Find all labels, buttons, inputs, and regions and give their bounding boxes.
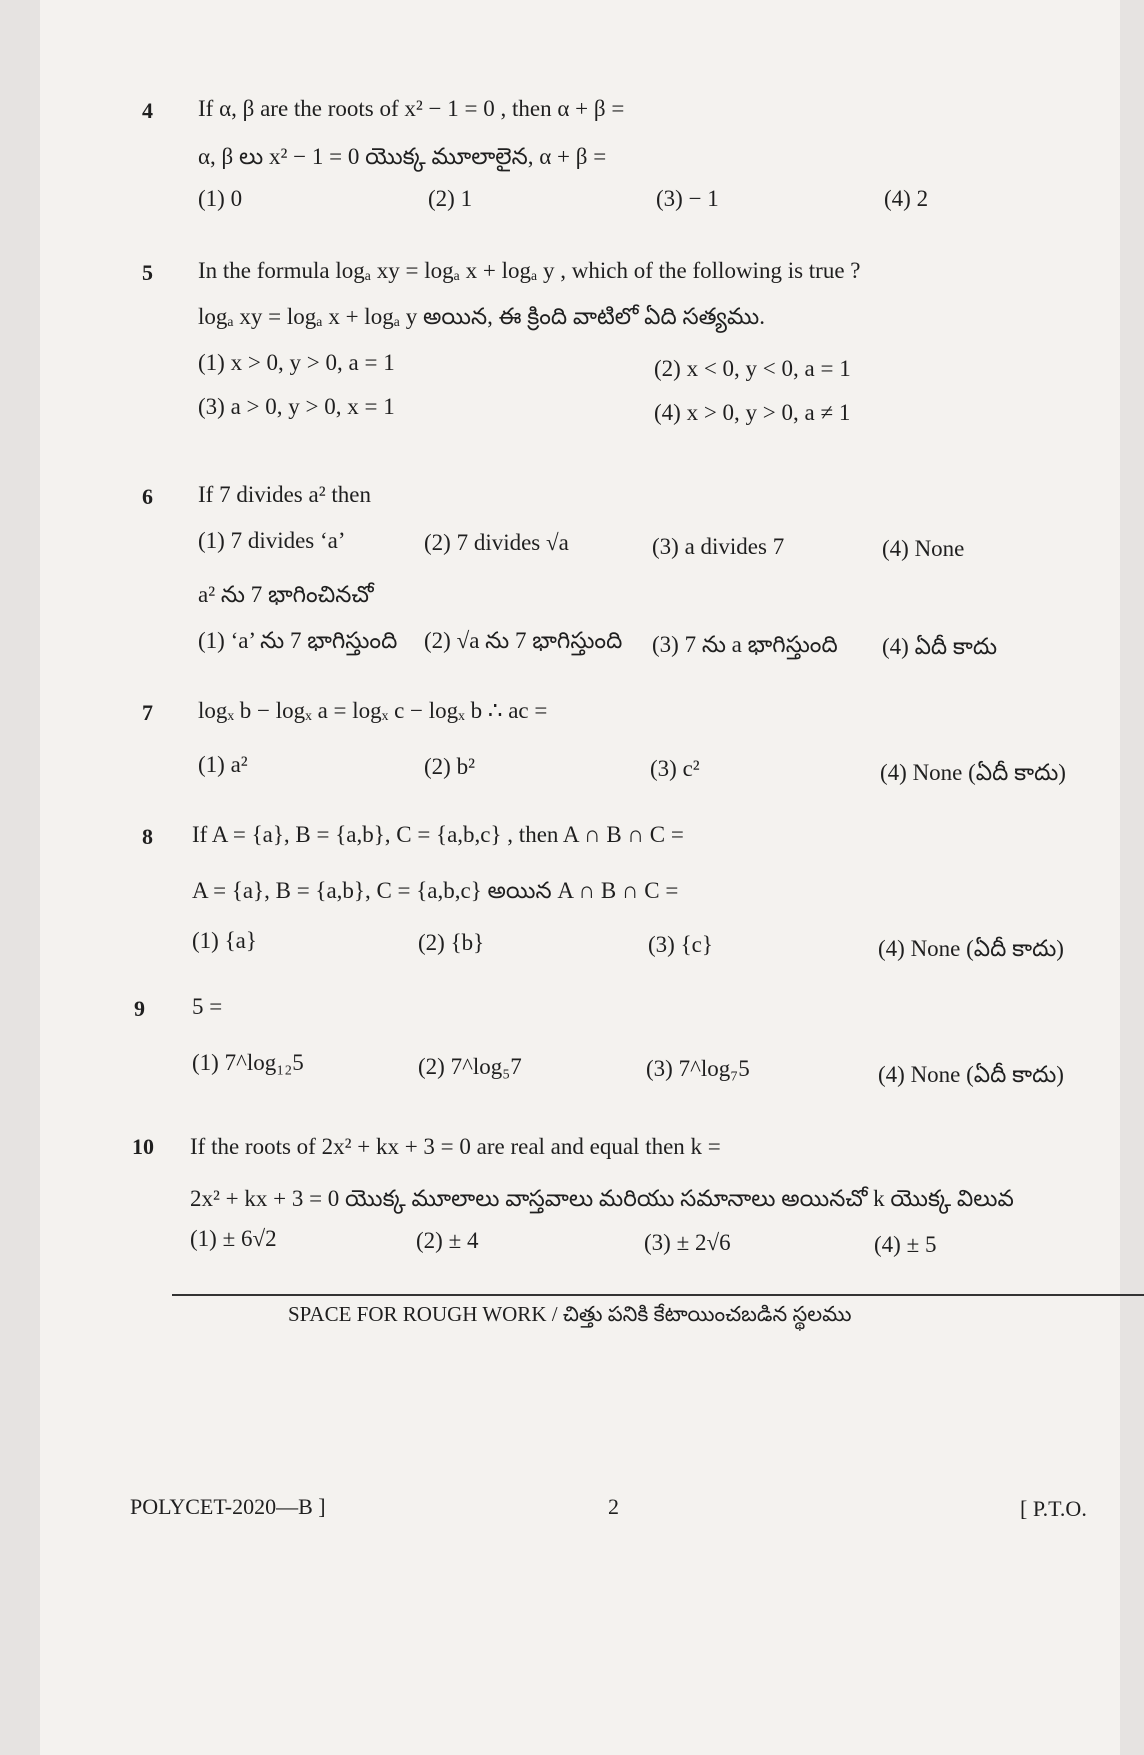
option: (1) ‘a’ ను 7 భాగిస్తుంది [198, 628, 398, 653]
question-number: 10 [132, 1134, 154, 1159]
question-number: 8 [142, 824, 153, 849]
option: (1) a² [198, 752, 248, 777]
option: (1) 7^log₁₂5 [192, 1050, 304, 1075]
option: (1) {a} [192, 928, 257, 953]
question-text-en: If 7 divides a² then [198, 482, 371, 507]
option: (3) 7^log₇5 [646, 1056, 750, 1081]
question-text-en: In the formula logₐ xy = logₐ x + logₐ y , which of the following is true ? [198, 258, 861, 283]
question-number: 4 [142, 98, 153, 123]
page-number: 2 [608, 1494, 619, 1519]
question-text-te: α, β లు x² − 1 = 0 యొక్క మూలాలైన, α + β = [198, 144, 607, 169]
option: (2) b² [424, 754, 475, 779]
option: (4) ± 5 [874, 1232, 937, 1257]
option: (4) None [882, 536, 965, 561]
pto-label: [ P.T.O. [1020, 1496, 1087, 1521]
option: (1) 0 [198, 186, 243, 211]
question-text-en: 5 = [192, 994, 223, 1019]
question-text-te: A = {a}, B = {a,b}, C = {a,b,c} అయిన A ∩ B ∩ C = [192, 878, 679, 903]
option: (3) c² [650, 756, 700, 781]
option: (2) √a ను 7 భాగిస్తుంది [424, 628, 623, 653]
question-text-te: 2x² + kx + 3 = 0 యొక్క మూలాలు వాస్తవాలు మరియు సమానాలు అయినచో k యొక్క విలువ [190, 1186, 1014, 1211]
option: (4) None (ఏదీ కాదు) [878, 1062, 1064, 1087]
rough-work-label: SPACE FOR ROUGH WORK / చిత్తు పనికి కేటాయించబడిన స్థలము [288, 1302, 852, 1326]
option: (2) ± 4 [416, 1228, 479, 1253]
option: (2) 7^log₅7 [418, 1054, 522, 1079]
question-text-te: logₐ xy = logₐ x + logₐ y అయిన, ఈ క్రింది వాటిలో ఏది సత్యము. [198, 304, 765, 329]
option: (4) x > 0, y > 0, a ≠ 1 [654, 400, 851, 425]
rough-work-divider [172, 1294, 1144, 1296]
option: (3) − 1 [656, 186, 719, 211]
option: (3) 7 ను a భాగిస్తుంది [652, 632, 838, 657]
option: (4) 2 [884, 186, 929, 211]
option: (2) {b} [418, 930, 485, 955]
option: (1) 7 divides ‘a’ [198, 528, 346, 553]
paper-code: POLYCET-2020—B ] [130, 1494, 326, 1519]
option: (1) ± 6√2 [190, 1226, 277, 1251]
question-number: 7 [142, 700, 153, 725]
option: (2) x < 0, y < 0, a = 1 [654, 356, 851, 381]
option: (3) a > 0, y > 0, x = 1 [198, 394, 395, 419]
option: (3) {c} [648, 932, 713, 957]
exam-page [40, 0, 1120, 1755]
question-text-te: a² ను 7 భాగించినచో [198, 582, 374, 607]
option: (4) None (ఏదీ కాదు) [880, 760, 1066, 785]
question-number: 5 [142, 260, 153, 285]
question-text-en: If the roots of 2x² + kx + 3 = 0 are real and equal then k = [190, 1134, 721, 1159]
option: (3) a divides 7 [652, 534, 785, 559]
question-text-en: If A = {a}, B = {a,b}, C = {a,b,c} , then A ∩ B ∩ C = [192, 822, 684, 847]
option: (2) 1 [428, 186, 473, 211]
option: (4) ఏదీ కాదు [882, 634, 998, 659]
option: (1) x > 0, y > 0, a = 1 [198, 350, 395, 375]
question-number: 6 [142, 484, 153, 509]
option: (4) None (ఏదీ కాదు) [878, 936, 1064, 961]
question-number: 9 [134, 996, 145, 1021]
option: (3) ± 2√6 [644, 1230, 731, 1255]
question-text-en: logₓ b − logₓ a = logₓ c − logₓ b ∴ ac = [198, 698, 548, 723]
question-text-en: If α, β are the roots of x² − 1 = 0 , then α + β = [198, 96, 625, 121]
option: (2) 7 divides √a [424, 530, 569, 555]
